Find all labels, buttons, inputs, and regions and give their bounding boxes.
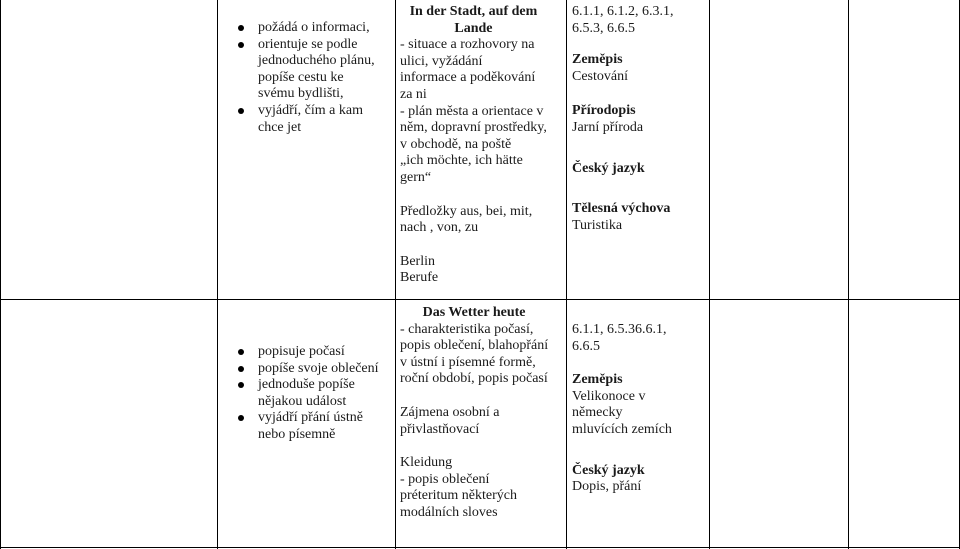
row1-topics-cell xyxy=(400,4,547,287)
outcome-line: svému bydlišti, xyxy=(258,86,344,102)
row2-links-cell xyxy=(572,322,672,496)
text-line: mluvících zemích xyxy=(572,421,672,437)
section-heading xyxy=(400,4,547,37)
text-line: 6.1.1, 6.5.36.6.1, xyxy=(572,322,667,337)
section-heading xyxy=(572,103,674,120)
text-line: popis oblečení, blahopřání xyxy=(400,338,549,354)
section-heading xyxy=(572,52,674,69)
outcome-line: jednoduchého plánu, xyxy=(258,53,375,69)
row2-outcomes-cell xyxy=(258,344,379,444)
section-text xyxy=(400,405,548,438)
bullet-icon xyxy=(238,366,244,372)
section-text xyxy=(572,479,672,496)
column-divider xyxy=(217,0,218,549)
text-line: Zeměpis xyxy=(572,372,623,388)
outcome-line: nějakou událost xyxy=(258,393,347,409)
outcome-line: chce jet xyxy=(258,119,302,135)
text-line: gern“ xyxy=(400,169,432,185)
text-line: roční období, popis počasí xyxy=(400,371,548,387)
section-heading xyxy=(572,372,672,389)
text-line: Turistika xyxy=(572,217,623,233)
outcome-line: požádá o informaci, xyxy=(258,20,370,35)
outcome-line: popíše cestu ke xyxy=(258,69,344,85)
text-line: préteritum některých xyxy=(400,488,518,504)
section-text xyxy=(400,37,547,186)
text-line: Zeměpis xyxy=(572,52,623,68)
text-line: - popis oblečení xyxy=(400,471,490,487)
section-text xyxy=(572,120,674,137)
outcome-line: vyjádří přání ústně xyxy=(258,410,363,426)
section-text xyxy=(400,322,548,388)
outcome-line: orientuje se podle xyxy=(258,36,358,52)
bullet-icon xyxy=(238,349,244,355)
text-line: „ich möchte, ich hätte xyxy=(400,153,523,169)
text-line: něm, dopravní prostředky, xyxy=(400,120,547,136)
column-divider xyxy=(566,0,567,549)
section-heading xyxy=(400,305,548,322)
text-line: Kleidung xyxy=(400,455,453,471)
text-line: německy xyxy=(572,405,623,421)
text-line: informace a poděkování xyxy=(400,70,536,86)
text-line: v ústní i písemné formě, xyxy=(400,354,536,370)
column-divider xyxy=(709,0,710,549)
text-line: přivlastňovací xyxy=(400,421,480,437)
outcome-line: popisuje počasí xyxy=(258,344,345,359)
outcome-item xyxy=(258,361,379,378)
outcome-list xyxy=(258,344,379,444)
text-line: - charakteristika počasí, xyxy=(400,321,534,337)
row2-topics-cell xyxy=(400,305,548,522)
section-text xyxy=(572,4,674,37)
cross-curricular-block xyxy=(572,322,672,496)
row1-links-cell xyxy=(572,4,674,234)
outcome-list xyxy=(258,20,375,136)
text-line: Cestování xyxy=(572,68,628,84)
text-line: ulici, vyžádání xyxy=(400,53,483,69)
text-line: Das Wetter heute xyxy=(422,305,526,320)
text-line: Berlin xyxy=(400,253,435,269)
outcome-item xyxy=(258,20,375,37)
text-line: Předložky aus, bei, mit, xyxy=(400,203,533,219)
bullet-icon xyxy=(238,108,244,114)
outcome-line: popíše svoje oblečení xyxy=(258,360,379,376)
text-line: nach , von, zu xyxy=(400,220,479,236)
table-border-left xyxy=(0,0,1,549)
text-line: za ni xyxy=(400,86,427,102)
text-line: Dopis, přání xyxy=(572,479,642,495)
text-line: Český jazyk xyxy=(572,160,645,176)
text-line: Berufe xyxy=(400,270,439,286)
text-line: In der Stadt, auf dem xyxy=(409,4,538,19)
section-text xyxy=(572,389,672,439)
bullet-icon xyxy=(238,25,244,31)
text-line: 6.6.5 xyxy=(572,338,600,354)
text-line: Tělesná výchova xyxy=(572,201,671,217)
text-line: Lande xyxy=(454,20,493,36)
text-line: modálních sloves xyxy=(400,504,498,520)
section-text xyxy=(572,322,672,355)
cross-curricular-block xyxy=(572,4,674,234)
row-divider xyxy=(0,299,960,300)
topic-block xyxy=(400,305,548,522)
outcome-line: vyjádří, čím a kam xyxy=(258,102,363,118)
section-text xyxy=(400,254,547,287)
section-text xyxy=(572,218,674,235)
bullet-icon xyxy=(238,42,244,48)
text-line: Zájmena osobní a xyxy=(400,404,500,420)
outcome-item xyxy=(258,103,375,136)
row1-outcomes-cell xyxy=(258,20,375,136)
outcome-item xyxy=(258,37,375,103)
text-line: - plán města a orientace v xyxy=(400,103,544,119)
section-text xyxy=(400,455,548,521)
section-heading xyxy=(572,201,674,218)
text-line: Velikonoce v xyxy=(572,388,646,404)
column-divider xyxy=(848,0,849,549)
outcome-line: nebo písemně xyxy=(258,426,336,442)
text-line: Český jazyk xyxy=(572,462,645,478)
outcome-line: jednoduše popíše xyxy=(258,377,355,393)
text-line: v obchodě, na poště xyxy=(400,136,512,152)
section-text xyxy=(572,69,674,86)
text-line: Jarní příroda xyxy=(572,119,644,135)
text-line: 6.1.1, 6.1.2, 6.3.1, xyxy=(572,4,674,19)
column-divider xyxy=(395,0,396,549)
outcome-item xyxy=(258,377,379,410)
section-text xyxy=(400,204,547,237)
topic-block xyxy=(400,4,547,287)
section-heading xyxy=(572,463,672,480)
outcome-item xyxy=(258,410,379,443)
text-line: Přírodopis xyxy=(572,103,636,119)
section-heading xyxy=(572,161,674,178)
text-line: - situace a rozhovory na xyxy=(400,37,535,53)
table-border-bottom xyxy=(0,547,960,548)
text-line: 6.5.3, 6.6.5 xyxy=(572,20,635,36)
outcome-item xyxy=(258,344,379,361)
